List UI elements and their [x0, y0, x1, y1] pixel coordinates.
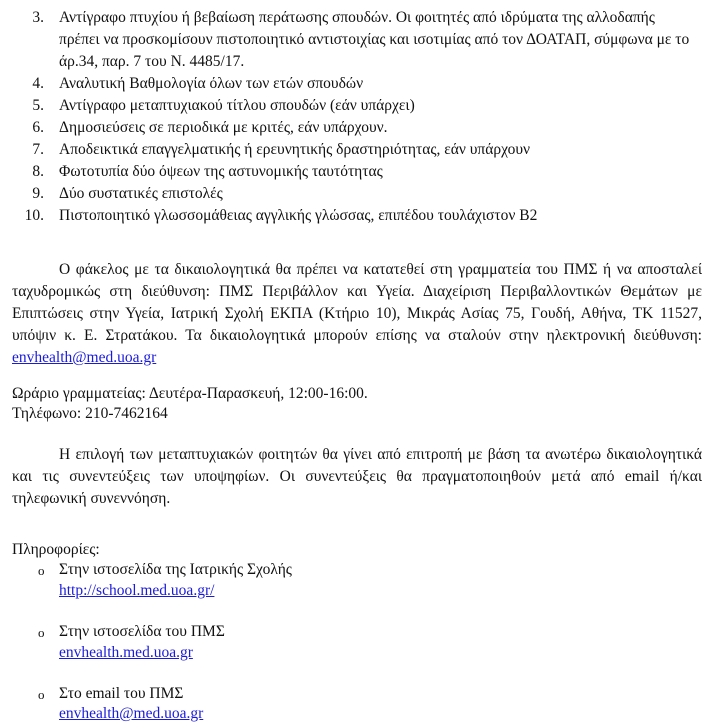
- item-number: 6.: [32, 119, 44, 136]
- submission-email-link[interactable]: envhealth@med.uoa.gr: [12, 349, 157, 366]
- item-number: 9.: [32, 185, 44, 202]
- list-item: [0, 161, 710, 183]
- item-number: 7.: [32, 141, 44, 158]
- item-text: Πιστοποιητικό γλωσσομάθειας αγγλικής γλώσσας, επιπέδου τουλάχιστον Β2: [59, 207, 538, 224]
- item-text: Αποδεικτικά επαγγελματικής ή ερευνητικής δραστηριότητας, εάν υπάρχουν: [59, 141, 531, 158]
- list-item: [0, 95, 710, 117]
- submission-paragraph: [12, 259, 702, 369]
- requirements-list: [0, 7, 710, 227]
- submission-text: Ο φάκελος με τα δικαιολογητικά θα πρέπει να κατατεθεί στη γραμματεία του ΠΜΣ ή να αποσταλεί ταχυδρομικώς στη διεύθυνση: ΠΜΣ Περιβάλλον και Υγεία. Διαχείριση Περιβαλλοντικών Θεμάτων με Επιπτώσεις στην Υγεία, Ιατρική Σχολή ΕΚΠΑ (Κτήριο 10), Μικράς Ασίας 75, Γουδή, Αθήνα, ΤΚ 11527, υπόψιν κ. Ε. Στρατάκου. Τα δικαιολογητικά μπορούν επίσης να σταλούν στην ηλεκτρονική διεύθυνση:: [12, 261, 702, 344]
- item-number: 8.: [32, 163, 44, 180]
- item-number: 5.: [32, 97, 44, 114]
- office-hours: Ωράριο γραμματείας: Δευτέρα-Παρασκευή, 12:00-16:00.: [12, 385, 368, 402]
- item-text: Αντίγραφο πτυχίου ή βεβαίωση περάτωσης σπουδών. Οι φοιτητές από ιδρύματα της αλλοδαπής πρέπει να προσκομίσουν πιστοποιητικό αντιστοιχίας και ισοτιμίας από τον ΔΟΑΤΑΠ, σύμφωνα με το άρ.34, παρ. 7 του Ν. 4485/17.: [59, 9, 690, 70]
- item-number: 3.: [32, 9, 44, 26]
- info-item-label: Στο email του ΠΜΣ: [59, 685, 184, 702]
- phone-number: Τηλέφωνο: 210-7462164: [12, 405, 168, 422]
- list-item: [0, 139, 710, 161]
- selection-paragraph: Η επιλογή των μεταπτυχιακών φοιτητών θα γίνει από επιτροπή με βάση τα ανωτέρω δικαιολογητικά και τις συνεντεύξεις των υποψηφίων. Οι συνεντεύξεις θα πραγματοποιηθούν μετά από email ή/και τηλεφωνική συνεννόηση.: [12, 446, 702, 507]
- bullet-icon: o: [38, 687, 45, 702]
- list-item: [0, 117, 710, 139]
- info-item-label: Στην ιστοσελίδα της Ιατρικής Σχολής: [59, 561, 292, 578]
- item-text: Δημοσιεύσεις σε περιοδικά με κριτές, εάν υπάρχουν.: [59, 119, 388, 136]
- program-website-link[interactable]: envhealth.med.uoa.gr: [59, 644, 193, 661]
- bullet-icon: o: [38, 625, 45, 640]
- item-text: Φωτοτυπία δύο όψεων της αστυνομικής ταυτότητας: [59, 163, 383, 180]
- info-heading: Πληροφορίες:: [12, 541, 100, 558]
- item-number: 4.: [32, 75, 44, 92]
- item-text: Δύο συστατικές επιστολές: [59, 185, 223, 202]
- program-email-link[interactable]: envhealth@med.uoa.gr: [59, 705, 204, 722]
- item-number: 10.: [24, 207, 44, 224]
- list-item: [0, 73, 710, 95]
- item-text: Αναλυτική Βαθμολογία όλων των ετών σπουδών: [59, 75, 364, 92]
- bullet-icon: o: [38, 563, 45, 578]
- item-text: Αντίγραφο μεταπτυχιακού τίτλου σπουδών (εάν υπάρχει): [59, 97, 415, 114]
- list-item: [0, 205, 710, 227]
- info-item-label: Στην ιστοσελίδα του ΠΜΣ: [59, 623, 225, 640]
- list-item: [0, 7, 710, 73]
- list-item: [0, 183, 710, 205]
- school-website-link[interactable]: http://school.med.uoa.gr/: [59, 582, 215, 599]
